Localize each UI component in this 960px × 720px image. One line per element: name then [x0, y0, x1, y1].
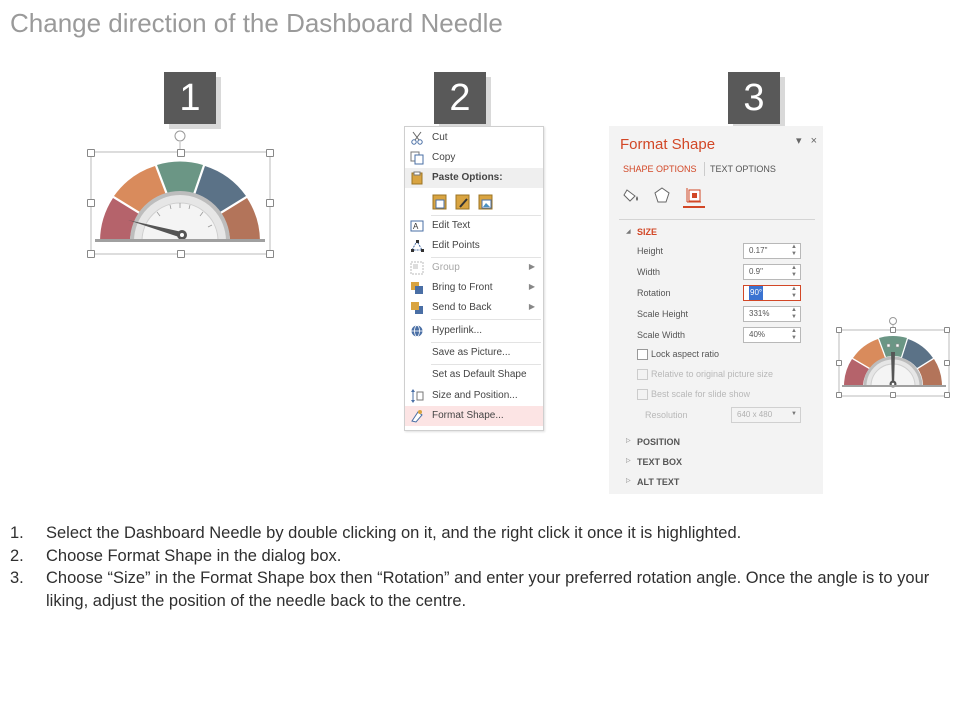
menu-label: Cut	[432, 132, 448, 143]
relative-size-checkbox	[637, 369, 648, 380]
step-badge-3: 3	[728, 72, 780, 124]
best-scale-checkbox	[637, 389, 648, 400]
instruction-item	[10, 522, 940, 545]
send-back-icon	[410, 301, 424, 315]
chevron-down-icon: ▼	[791, 411, 797, 417]
dashboard-gauge-selected[interactable]	[90, 128, 272, 256]
section-alt-text[interactable]: ALT TEXT	[637, 477, 680, 487]
paste-options-row	[405, 189, 543, 213]
resolution-label: Resolution	[645, 410, 688, 420]
menu-item-edit-text[interactable]	[405, 216, 543, 236]
resize-handle-sw[interactable]	[87, 250, 95, 258]
menu-label: Group	[432, 262, 460, 273]
menu-separator	[431, 319, 541, 320]
resolution-select	[731, 407, 801, 423]
menu-item-group	[405, 258, 543, 278]
instruction-number: 3.	[10, 569, 24, 587]
gauge-graphic	[90, 128, 272, 256]
menu-item-cut[interactable]	[405, 128, 543, 148]
resize-handle-n[interactable]	[890, 327, 896, 333]
resolution-value: 640 x 480	[737, 410, 773, 419]
resize-handle-s[interactable]	[177, 250, 185, 258]
dashboard-gauge-rotated[interactable]	[836, 316, 952, 398]
clipboard-icon	[410, 171, 424, 185]
resize-handle-w[interactable]	[87, 199, 95, 207]
collapsed-icon: ▷	[626, 478, 631, 484]
lock-aspect-checkbox[interactable]	[637, 349, 648, 360]
menu-item-edit-points[interactable]	[405, 236, 543, 256]
menu-label: Edit Text	[432, 220, 471, 231]
tab-divider	[704, 162, 705, 176]
menu-label: Copy	[432, 152, 456, 163]
size-properties-icon[interactable]	[685, 186, 703, 206]
instruction-text: Select the Dashboard Needle by double clicking on it, and the right click it once it is highlighted.	[46, 524, 742, 542]
text-box-icon	[410, 219, 424, 233]
scale-width-label: Scale Width	[637, 330, 686, 340]
hyperlink-icon	[410, 324, 424, 338]
resize-handle-sw[interactable]	[836, 392, 842, 398]
paste-picture-icon[interactable]	[478, 192, 494, 213]
group-icon	[410, 261, 424, 275]
pane-options-dropdown[interactable]: ▾	[795, 135, 802, 147]
instruction-text: Choose “Size” in the Format Shape box then “Rotation” and enter your preferred rotation angle. Once the angle is to your liking, adjust the position of the needle back to the centre.	[46, 569, 930, 610]
collapsed-icon: ▷	[626, 458, 631, 464]
submenu-arrow-icon: ▶	[528, 282, 535, 291]
rotation-value: 90°	[749, 286, 763, 300]
scale-width-input[interactable]	[743, 327, 801, 343]
instruction-item	[10, 545, 940, 568]
relative-size-label: Relative to original picture size	[651, 369, 774, 379]
collapsed-icon: ▷	[626, 438, 631, 444]
menu-item-set-default-shape[interactable]	[405, 365, 543, 385]
menu-label: Save as Picture...	[432, 347, 511, 358]
height-input[interactable]	[743, 243, 801, 259]
height-value: 0.17"	[749, 246, 768, 255]
step-badge-2: 2	[434, 72, 486, 124]
pane-divider	[619, 219, 815, 220]
width-label: Width	[637, 267, 661, 277]
scale-height-label: Scale Height	[637, 309, 689, 319]
menu-label: Paste Options:	[432, 172, 503, 183]
width-value: 0.9"	[749, 267, 763, 276]
menu-item-save-as-picture[interactable]	[405, 343, 543, 363]
scale-height-value: 331%	[749, 309, 770, 318]
menu-item-format-shape[interactable]	[405, 406, 543, 426]
spinner-icon[interactable]: ▲ ▼	[791, 244, 797, 257]
resize-handle-ne[interactable]	[266, 149, 274, 157]
step-badge-1: 1	[164, 72, 216, 124]
instruction-number: 2.	[10, 546, 24, 565]
height-label: Height	[637, 246, 664, 256]
menu-label: Size and Position...	[432, 390, 518, 401]
spinner-icon[interactable]: ▲ ▼	[791, 286, 797, 299]
scale-width-value: 40%	[749, 330, 766, 339]
resize-handle-w[interactable]	[836, 360, 842, 366]
bring-front-icon	[410, 281, 424, 295]
menu-label: Edit Points	[432, 240, 480, 251]
pane-title: Format Shape	[620, 136, 716, 153]
submenu-arrow-icon: ▶	[528, 302, 535, 311]
svg-text:A: A	[413, 222, 419, 231]
format-shape-pane	[609, 126, 823, 494]
close-icon[interactable]: ×	[810, 135, 817, 147]
menu-label: Hyperlink...	[432, 325, 483, 336]
resize-handle-ne[interactable]	[944, 327, 950, 333]
scale-height-input[interactable]	[743, 306, 801, 322]
page-title: Change direction of the Dashboard Needle	[10, 8, 503, 38]
instruction-text: Choose Format Shape in the dialog box.	[46, 546, 342, 565]
menu-header-paste-options	[405, 168, 543, 188]
menu-label: Set as Default Shape	[432, 369, 527, 380]
menu-item-copy[interactable]	[405, 148, 543, 168]
instruction-number: 1.	[10, 524, 24, 542]
resize-handle-nw[interactable]	[87, 149, 95, 157]
paste-theme-icon[interactable]	[432, 192, 448, 213]
menu-label: Bring to Front	[432, 282, 493, 293]
menu-label: Format Shape...	[432, 410, 504, 421]
section-text-box[interactable]: TEXT BOX	[637, 457, 683, 467]
copy-icon	[410, 151, 424, 165]
menu-label: Send to Back	[432, 302, 492, 313]
menu-item-size-position[interactable]	[405, 386, 543, 406]
lock-aspect-label: Lock aspect ratio	[651, 349, 720, 359]
submenu-arrow-icon: ▶	[528, 262, 535, 271]
format-shape-icon	[410, 409, 424, 423]
instructions-list	[10, 522, 940, 612]
resize-handle-e[interactable]	[266, 199, 274, 207]
resize-handle-nw[interactable]	[836, 327, 842, 333]
effects-icon[interactable]	[653, 186, 671, 206]
resize-handle-e[interactable]	[944, 360, 950, 366]
edit-points-icon	[410, 239, 424, 253]
resize-handle-se[interactable]	[944, 392, 950, 398]
fill-line-icon[interactable]	[623, 186, 641, 206]
menu-item-hyperlink[interactable]	[405, 321, 543, 341]
resize-handle-n[interactable]	[177, 149, 185, 157]
menu-item-send-to-back[interactable]	[405, 298, 543, 318]
pane-controls	[796, 134, 817, 147]
width-input[interactable]	[743, 264, 801, 280]
paste-keep-format-icon[interactable]	[455, 192, 471, 213]
expanded-icon: ◢	[626, 229, 631, 235]
size-position-icon	[410, 389, 424, 403]
resize-handle-s[interactable]	[890, 392, 896, 398]
tab-text-options[interactable]: TEXT OPTIONS	[710, 164, 776, 174]
spinner-icon[interactable]: ▲ ▼	[791, 328, 797, 341]
instruction-item	[10, 567, 940, 612]
resize-handle-se[interactable]	[266, 250, 274, 258]
menu-item-bring-to-front[interactable]	[405, 278, 543, 298]
context-menu	[404, 126, 544, 431]
best-scale-label: Best scale for slide show	[651, 389, 751, 399]
rotation-input[interactable]	[743, 285, 801, 301]
tab-shape-options[interactable]: SHAPE OPTIONS	[623, 164, 697, 174]
section-position[interactable]: POSITION	[637, 437, 681, 447]
active-icon-indicator	[683, 206, 705, 208]
scissors-icon	[410, 131, 424, 145]
spinner-icon[interactable]: ▲ ▼	[791, 307, 797, 320]
rotation-label: Rotation	[637, 288, 671, 298]
section-size[interactable]: SIZE	[637, 227, 658, 237]
spinner-icon[interactable]: ▲ ▼	[791, 265, 797, 278]
